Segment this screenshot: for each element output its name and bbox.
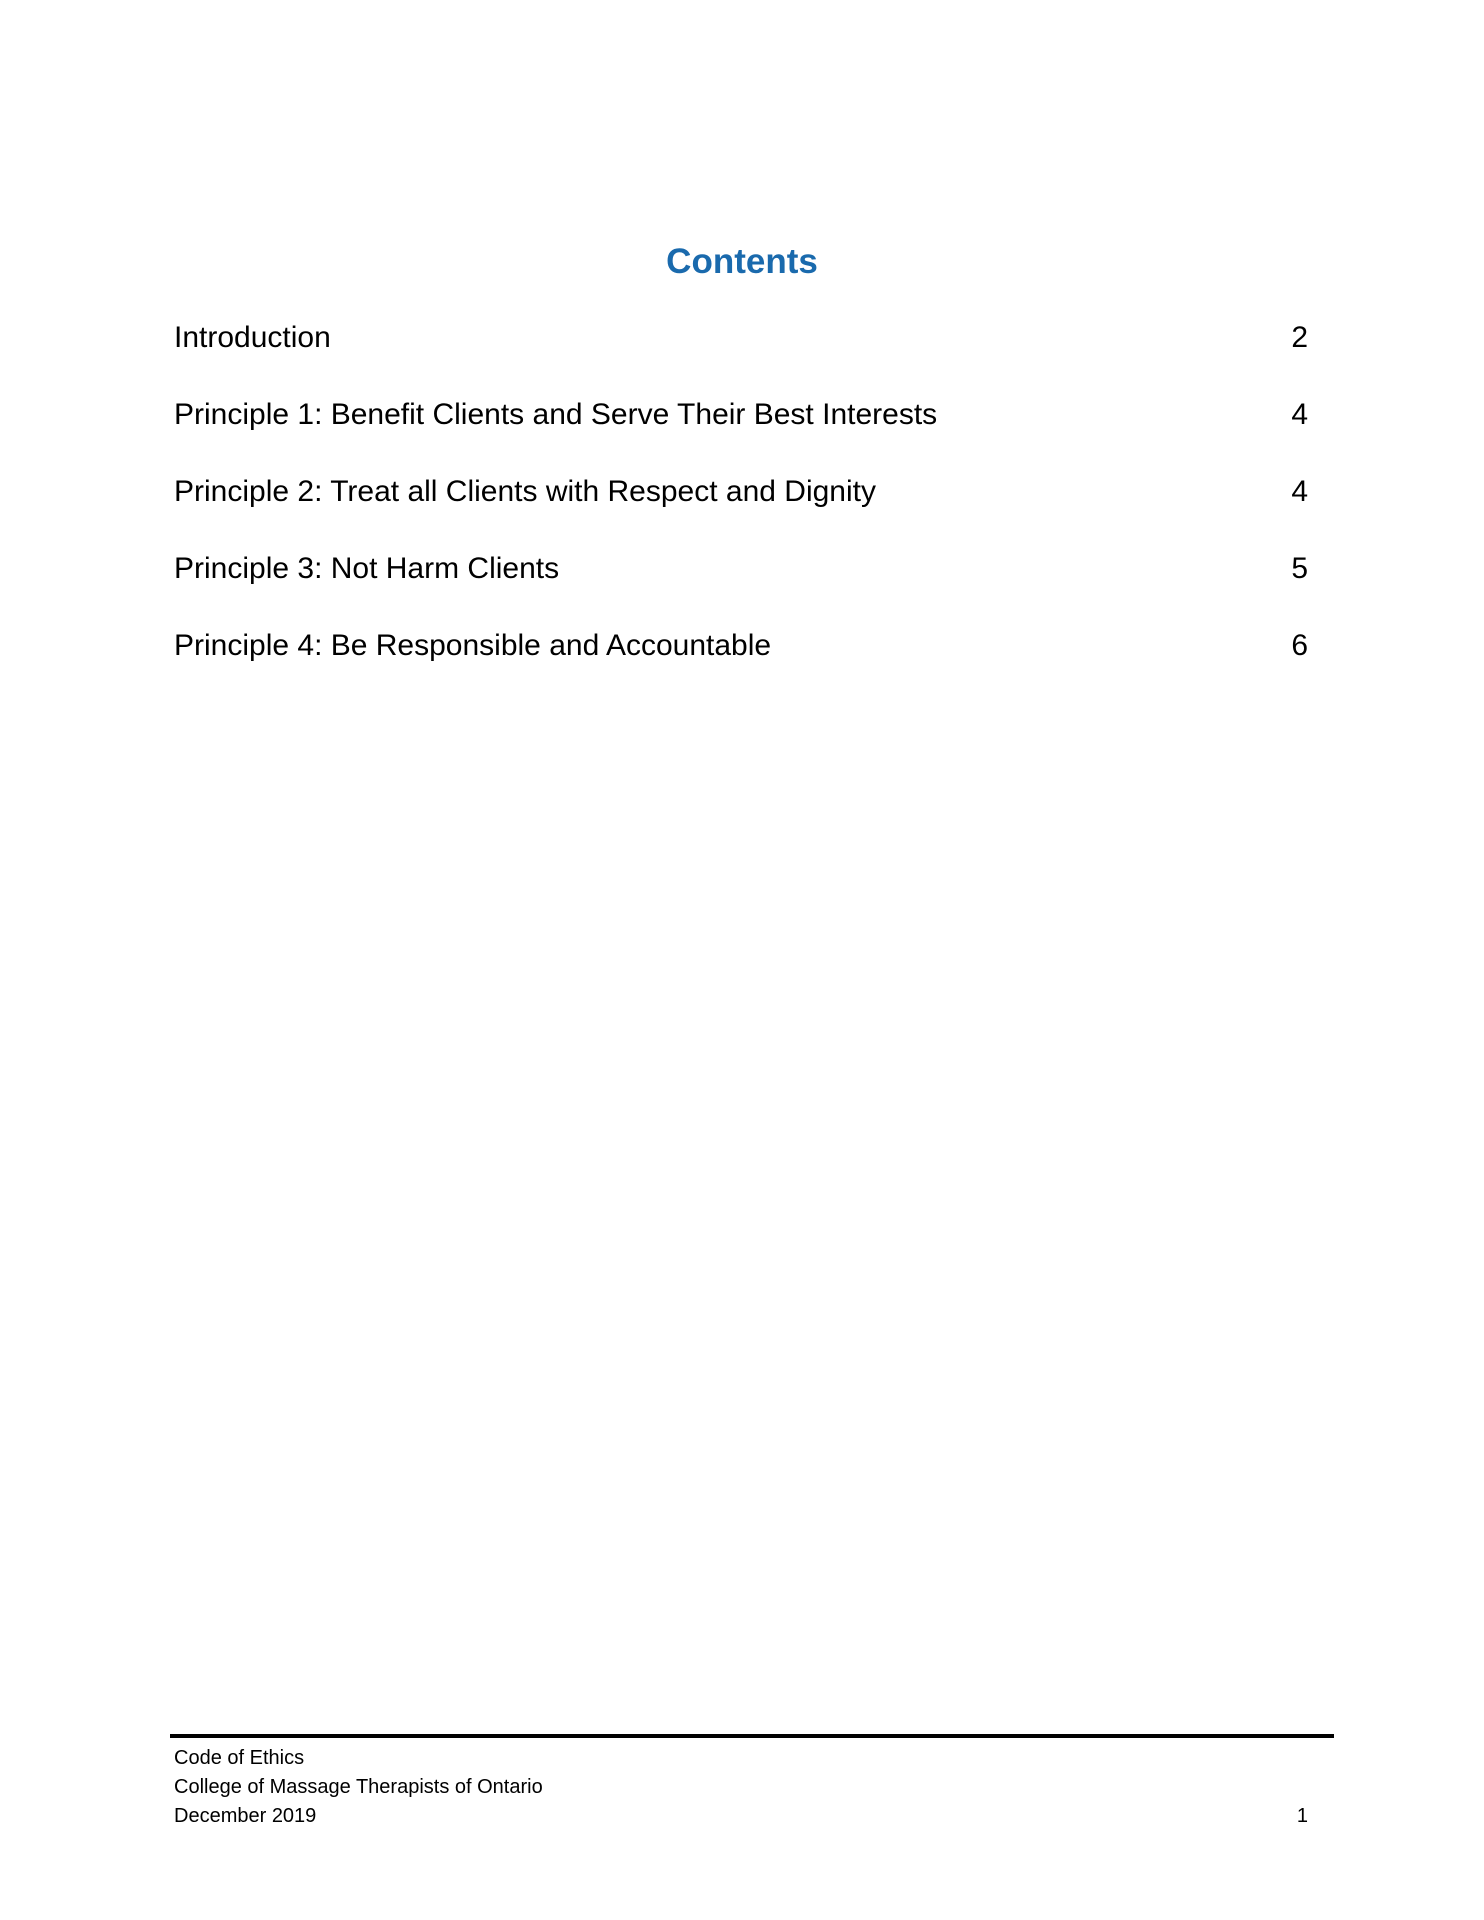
toc-entry-principle-2[interactable] [174,470,1312,547]
toc-entry-label: Principle 2: Treat all Clients with Respect and Dignity [174,475,876,508]
footer-date: December 2019 [174,1805,317,1827]
toc-entry-page-number: 4 [1291,475,1308,508]
toc-entry-page-number: 4 [1291,398,1308,431]
toc-entry-introduction[interactable] [174,316,1312,393]
toc-entry-label: Principle 4: Be Responsible and Accountable [174,629,772,662]
toc-entry-page-number: 2 [1291,321,1308,354]
toc-entry-principle-3[interactable] [174,547,1312,624]
toc-entry-label: Principle 3: Not Harm Clients [174,552,560,585]
footer-divider [170,1734,1334,1738]
footer-organization: College of Massage Therapists of Ontario [174,1776,543,1798]
page-footer [174,1744,1312,1831]
footer-document-title: Code of Ethics [174,1747,305,1769]
toc-entry-label: Introduction [174,321,331,354]
contents-heading: Contents [666,242,818,281]
toc-entry-principle-4[interactable] [174,624,1312,701]
table-of-contents [174,316,1312,701]
toc-entry-principle-1[interactable] [174,393,1312,470]
toc-entry-page-number: 6 [1291,629,1308,662]
toc-entry-page-number: 5 [1291,552,1308,585]
toc-entry-label: Principle 1: Benefit Clients and Serve Their Best Interests [174,398,938,431]
footer-page-number: 1 [1296,1805,1308,1827]
